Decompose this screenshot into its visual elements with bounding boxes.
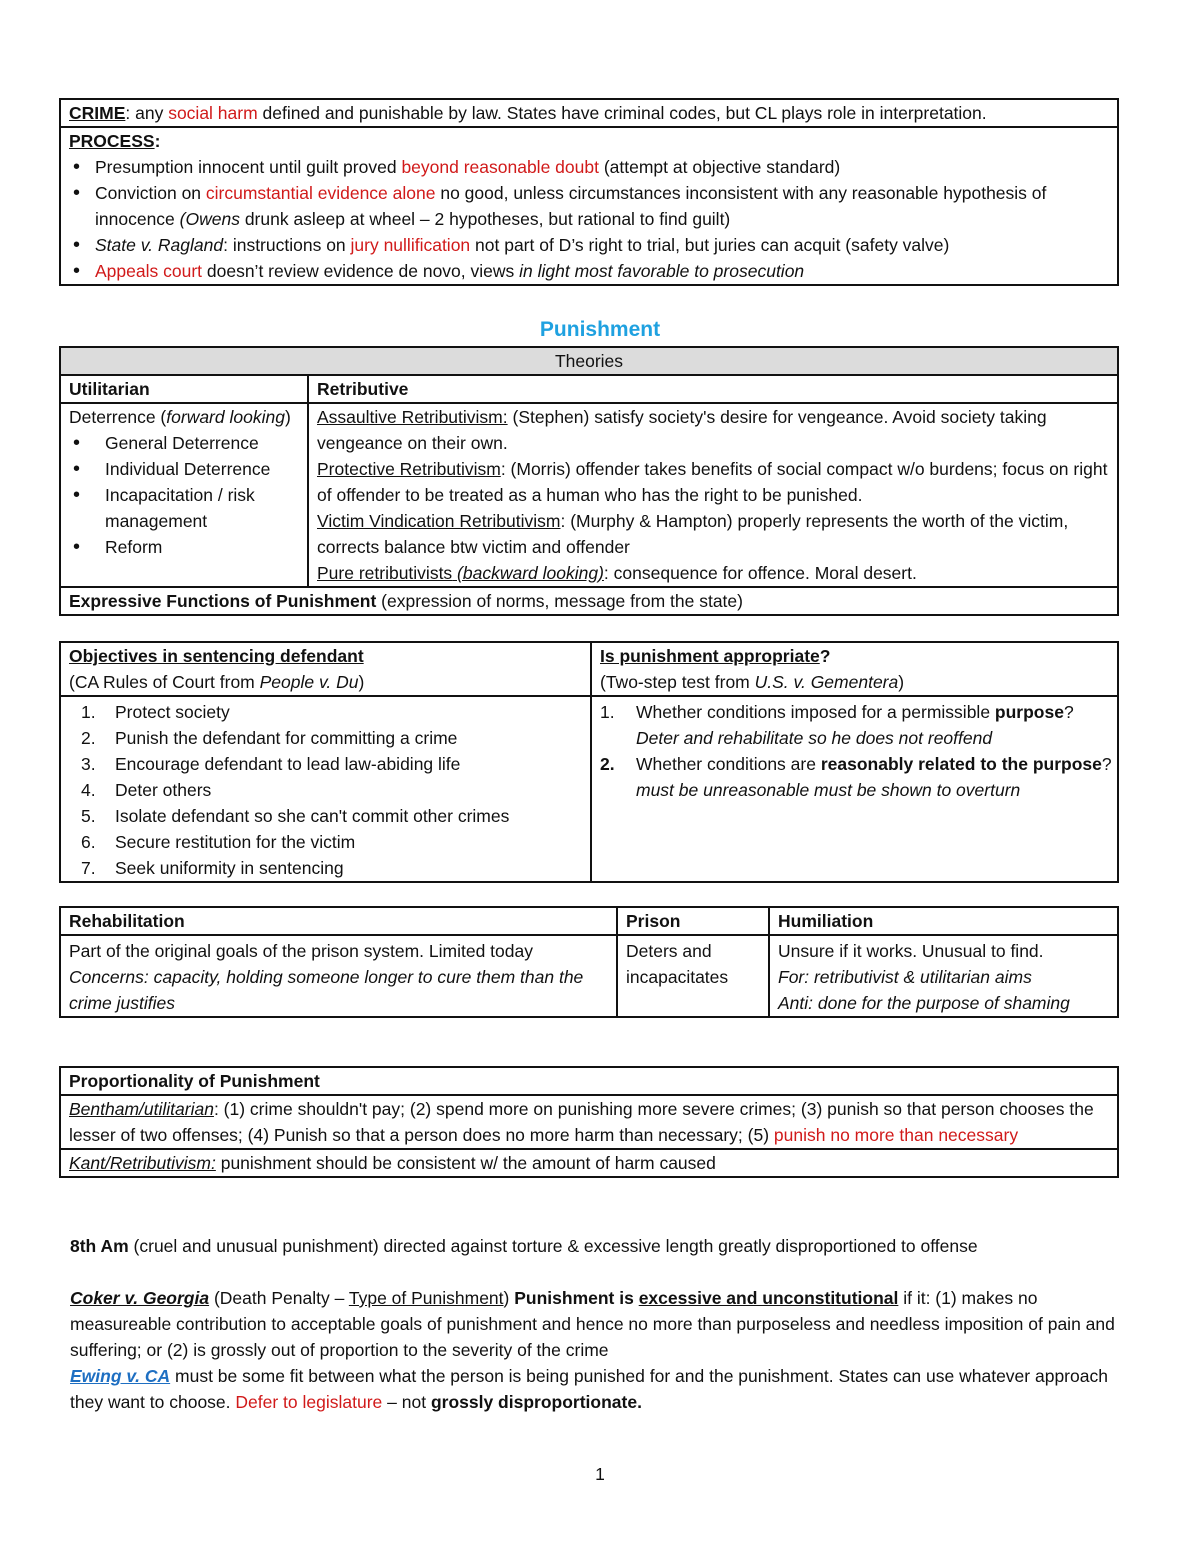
list-item: 2. Punish the defendant for committing a crime: [81, 728, 458, 748]
list-item: 1. Whether conditions imposed for a permissible purpose? Deter and rehabilitate so he does not reoffend: [600, 702, 1074, 748]
list-item: 2. Whether conditions are reasonably related to the purpose? must be unreasonable must be shown to overturn: [600, 754, 1112, 800]
humiliation-cell: Unsure if it works. Unusual to find. For: retributivist & utilitarian aims Anti: done for the purpose of shaming: [768, 936, 1117, 1016]
coker-v-georgia: Coker v. Georgia (Death Penalty – Type of Punishment) Punishment is excessive and unconstitutional if it: (1) makes no measureable contribution to acceptable goals of punishment and hence no more than purposeless and needless imposition of pain and suffering; or (2) is grossly out of proportion to the severity of the crime: [70, 1288, 1115, 1360]
process-label: PROCESS: [69, 131, 155, 151]
crime-process-box: [59, 98, 1119, 286]
list-item: • Presumption innocent until guilt proved beyond reasonable doubt (attempt at objective standard): [69, 154, 1109, 180]
two-step-list: [592, 699, 1117, 803]
section-title-punishment: Punishment: [539, 318, 661, 341]
crime-definition-row: CRIME: any social harm defined and punishable by law. States have criminal codes, but CL plays role in interpretation.: [69, 103, 987, 123]
list-item: 1. Protect society: [81, 702, 230, 722]
proportionality-table: [59, 1066, 1119, 1178]
page-number: 1: [595, 1464, 605, 1484]
pure-retributivists: Pure retributivists (backward looking): consequence for offence. Moral desert.: [317, 563, 917, 583]
objectives-header: Objectives in sentencing defendant (CA Rules of Court from People v. Du): [69, 646, 365, 692]
list-item: • Incapacitation / risk management: [69, 482, 299, 534]
objectives-list: [61, 699, 590, 881]
list-item: • Conviction on circumstantial evidence alone no good, unless circumstances inconsistent with any reasonable hypothesis of innocence (Owens drunk asleep at wheel – 2 hypotheses, but rational to find guilt): [69, 180, 1109, 232]
list-item: • Reform: [69, 534, 299, 560]
rehabilitation-header: Rehabilitation: [69, 911, 185, 931]
process-row: PROCESS: • Presumption innocent until guilt proved beyond reasonable doubt (attempt at objective standard) • Conviction on circumstantial evidence alone no good, unless circumstances inconsistent with any reasonable hypothesis of innocence (Owens drunk asleep at wheel – 2 hypotheses, but rational to find guilt) • State v. Ragland: instructions on jury nullification not part of D’s right to trial, but juries can acquit (safety valve) • Appeals court doesn’t review evidence de novo, views in light most favorable to prosecution: [61, 126, 1117, 284]
utilitarian-header: Utilitarian: [69, 379, 150, 399]
ewing-case-link[interactable]: Ewing v. CA: [70, 1366, 171, 1386]
sentencing-table: [59, 641, 1119, 883]
objectives-cell: [61, 697, 590, 881]
proportionality-header: Proportionality of Punishment: [69, 1071, 320, 1091]
theories-column-headers: [61, 374, 1117, 402]
assaultive-retributivism: Assaultive Retributivism: (Stephen) satisfy society's desire for vengeance. Avoid society taking vengeance on their own.: [317, 407, 1047, 453]
retributive-header: Retributive: [307, 376, 1117, 402]
list-item: • General Deterrence: [69, 430, 299, 456]
expressive-functions-row: Expressive Functions of Punishment (expression of norms, message from the state): [61, 586, 1117, 614]
list-item: 4. Deter others: [81, 780, 212, 800]
appropriateness-header: Is punishment appropriate? (Two-step test from U.S. v. Gementera): [590, 643, 1117, 695]
list-item: 7. Seek uniformity in sentencing: [81, 858, 344, 878]
sentencing-headers: [61, 643, 1117, 695]
sentencing-body: [61, 695, 1117, 881]
theories-header: Theories: [61, 348, 1117, 374]
utilitarian-cell: Deterrence (forward looking) • General Deterrence • Individual Deterrence • Incapacitation / risk management • Reform: [61, 404, 307, 586]
rehab-prison-humiliation-table: [59, 906, 1119, 1018]
list-item: 6. Secure restitution for the victim: [81, 832, 356, 852]
list-item: • State v. Ragland: instructions on jury nullification not part of D’s right to trial, but juries can acquit (safety valve): [69, 232, 1109, 258]
theories-table: [59, 346, 1119, 616]
list-item: 3. Encourage defendant to lead law-abiding life: [81, 754, 461, 774]
utilitarian-list: [69, 430, 299, 560]
retributive-cell: [307, 404, 1117, 586]
list-item: • Individual Deterrence: [69, 456, 299, 482]
rph-body: [61, 934, 1117, 1016]
eighth-amendment-paragraph: 8th Am (cruel and unusual punishment) directed against torture & excessive length greatly disproportioned to offense: [70, 1236, 978, 1256]
coker-ewing-paragraph: [70, 1285, 1130, 1415]
ewing-v-ca: Ewing v. CA must be some fit between what the person is being punished for and the punishment. States can use whatever approach they want to choose. Defer to legislature – not grossly disproportionate.: [70, 1366, 1108, 1412]
theories-body: [61, 402, 1117, 586]
list-item: 5. Isolate defendant so she can't commit other crimes: [81, 806, 510, 826]
protective-retributivism: Protective Retributivism: (Morris) offender takes benefits of social compact w/o burdens; focus on right of offender to be treated as a human who has the right to be punished.: [317, 459, 1108, 505]
victim-vindication-retributivism: Victim Vindication Retributivism: (Murphy & Hampton) properly represents the worth of the victim, corrects balance btw victim and offender: [317, 511, 1069, 557]
rph-headers: [61, 908, 1117, 934]
prison-header: Prison: [616, 908, 768, 934]
humiliation-header: Humiliation: [768, 908, 1117, 934]
two-step-test-cell: [590, 697, 1117, 881]
list-item: • Appeals court doesn’t review evidence de novo, views in light most favorable to prosecution: [69, 258, 1109, 284]
social-harm-term: social harm: [168, 103, 258, 123]
prison-cell: Deters and incapacitates: [616, 936, 768, 1016]
kant-row: Kant/Retributivism: punishment should be consistent w/ the amount of harm caused: [61, 1148, 1117, 1176]
bentham-row: Bentham/utilitarian: (1) crime shouldn't pay; (2) spend more on punishing more severe crimes; (3) punish so that person chooses the lesser of two offenses; (4) Punish so that a person does no more harm than necessary; (5) punish no more than necessary: [61, 1094, 1117, 1148]
rehabilitation-cell: Part of the original goals of the prison system. Limited today Concerns: capacity, holding someone longer to cure them than the crime justifies: [69, 941, 584, 1013]
process-list: [69, 154, 1109, 284]
crime-label: CRIME: [69, 103, 126, 123]
